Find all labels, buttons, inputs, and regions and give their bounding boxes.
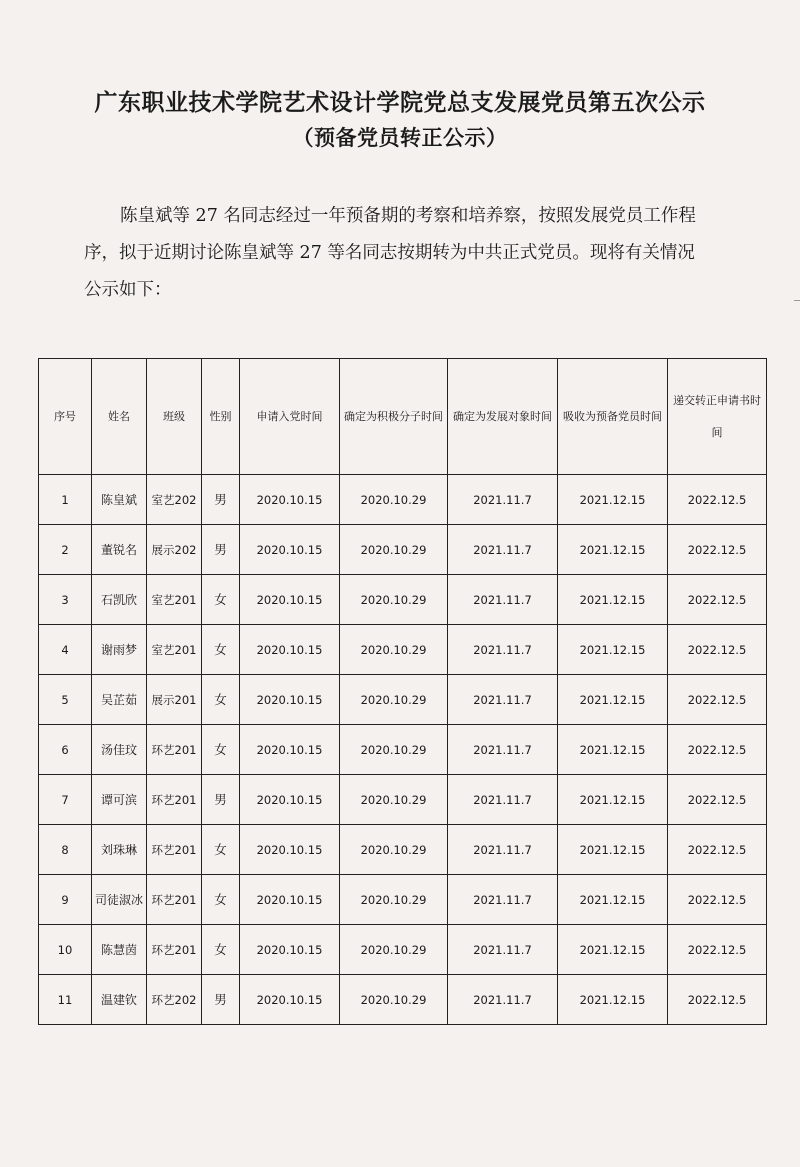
- cell-apply-date: 2020.10.15: [240, 525, 340, 575]
- intro-line-1: 陈皇斌等 27 名同志经过一年预备期的考察和培养察，按照发展党员工作程: [120, 206, 696, 226]
- cell-full-member-application-date: 2022.12.5: [668, 775, 767, 825]
- cell-class: 环艺201: [147, 875, 202, 925]
- cell-full-member-application-date: 2022.12.5: [668, 575, 767, 625]
- cell-full-member-application-date: 2022.12.5: [668, 625, 767, 675]
- cell-apply-date: 2020.10.15: [240, 825, 340, 875]
- cell-name: 刘珠琳: [92, 825, 147, 875]
- cell-gender: 女: [202, 575, 240, 625]
- party-member-table: [38, 358, 767, 1025]
- cell-activist-date: 2020.10.29: [340, 575, 448, 625]
- cell-index: 2: [39, 525, 92, 575]
- cell-activist-date: 2020.10.29: [340, 975, 448, 1025]
- cell-class: 室艺201: [147, 625, 202, 675]
- table-row: [39, 825, 767, 875]
- cell-activist-date: 2020.10.29: [340, 875, 448, 925]
- cell-class: 环艺201: [147, 775, 202, 825]
- header-gender: 性别: [202, 359, 240, 475]
- cell-index: 7: [39, 775, 92, 825]
- cell-activist-date: 2020.10.29: [340, 825, 448, 875]
- cell-apply-date: 2020.10.15: [240, 725, 340, 775]
- cell-name: 董锐名: [92, 525, 147, 575]
- cell-probationary-date: 2021.12.15: [558, 775, 668, 825]
- cell-class: 室艺201: [147, 575, 202, 625]
- header-activist-date: 确定为积极分子时间: [340, 359, 448, 475]
- cell-gender: 女: [202, 675, 240, 725]
- table-row: [39, 775, 767, 825]
- cell-candidate-date: 2021.11.7: [448, 575, 558, 625]
- cell-index: 8: [39, 825, 92, 875]
- cell-index: 9: [39, 875, 92, 925]
- cell-full-member-application-date: 2022.12.5: [668, 725, 767, 775]
- document-title: 广东职业技术学院艺术设计学院党总支发展党员第五次公示: [94, 89, 706, 116]
- cell-name: 谭可滨: [92, 775, 147, 825]
- cell-candidate-date: 2021.11.7: [448, 925, 558, 975]
- cell-index: 10: [39, 925, 92, 975]
- cell-index: 3: [39, 575, 92, 625]
- cell-candidate-date: 2021.11.7: [448, 775, 558, 825]
- cell-gender: 女: [202, 875, 240, 925]
- cell-candidate-date: 2021.11.7: [448, 525, 558, 575]
- table-row: [39, 575, 767, 625]
- cell-class: 环艺202: [147, 975, 202, 1025]
- cell-gender: 男: [202, 775, 240, 825]
- cell-full-member-application-date: 2022.12.5: [668, 875, 767, 925]
- cell-apply-date: 2020.10.15: [240, 675, 340, 725]
- header-probationary-date: 吸收为预备党员时间: [558, 359, 668, 475]
- cell-candidate-date: 2021.11.7: [448, 725, 558, 775]
- header-class: 班级: [147, 359, 202, 475]
- cell-candidate-date: 2021.11.7: [448, 825, 558, 875]
- cell-class: 环艺201: [147, 825, 202, 875]
- cell-full-member-application-date: 2022.12.5: [668, 925, 767, 975]
- cell-probationary-date: 2021.12.15: [558, 825, 668, 875]
- intro-line-3: 公示如下：: [84, 280, 172, 300]
- cell-gender: 女: [202, 825, 240, 875]
- cell-apply-date: 2020.10.15: [240, 925, 340, 975]
- cell-class: 展示202: [147, 525, 202, 575]
- table-row: [39, 925, 767, 975]
- cell-activist-date: 2020.10.29: [340, 725, 448, 775]
- cell-activist-date: 2020.10.29: [340, 925, 448, 975]
- cell-name: 谢雨梦: [92, 625, 147, 675]
- table-row: [39, 475, 767, 525]
- cell-gender: 男: [202, 525, 240, 575]
- scan-edge-mark: [794, 300, 800, 301]
- cell-name: 汤佳玟: [92, 725, 147, 775]
- cell-name: 司徒淑冰: [92, 875, 147, 925]
- table-header-row: [39, 359, 767, 475]
- table-row: [39, 675, 767, 725]
- header-full-member-application-date: 递交转正申请书时间: [668, 359, 767, 475]
- header-index: 序号: [39, 359, 92, 475]
- cell-full-member-application-date: 2022.12.5: [668, 825, 767, 875]
- cell-activist-date: 2020.10.29: [340, 775, 448, 825]
- cell-full-member-application-date: 2022.12.5: [668, 475, 767, 525]
- table-row: [39, 525, 767, 575]
- intro-paragraph: [84, 198, 764, 309]
- cell-class: 展示201: [147, 675, 202, 725]
- cell-name: 温建钦: [92, 975, 147, 1025]
- cell-activist-date: 2020.10.29: [340, 475, 448, 525]
- cell-apply-date: 2020.10.15: [240, 975, 340, 1025]
- table-body: [39, 475, 767, 1025]
- cell-probationary-date: 2021.12.15: [558, 725, 668, 775]
- cell-name: 石凯欣: [92, 575, 147, 625]
- intro-line-2: 序，拟于近期讨论陈皇斌等 27 等名同志按期转为中共正式党员。现将有关情况: [84, 243, 695, 263]
- document-subtitle: （预备党员转正公示）: [292, 125, 508, 150]
- cell-class: 室艺202: [147, 475, 202, 525]
- cell-probationary-date: 2021.12.15: [558, 475, 668, 525]
- cell-apply-date: 2020.10.15: [240, 625, 340, 675]
- cell-probationary-date: 2021.12.15: [558, 975, 668, 1025]
- cell-candidate-date: 2021.11.7: [448, 675, 558, 725]
- cell-probationary-date: 2021.12.15: [558, 575, 668, 625]
- cell-apply-date: 2020.10.15: [240, 475, 340, 525]
- table-row: [39, 725, 767, 775]
- table-row: [39, 975, 767, 1025]
- cell-candidate-date: 2021.11.7: [448, 475, 558, 525]
- cell-gender: 男: [202, 975, 240, 1025]
- cell-probationary-date: 2021.12.15: [558, 925, 668, 975]
- cell-full-member-application-date: 2022.12.5: [668, 975, 767, 1025]
- cell-probationary-date: 2021.12.15: [558, 525, 668, 575]
- cell-index: 5: [39, 675, 92, 725]
- cell-probationary-date: 2021.12.15: [558, 625, 668, 675]
- cell-class: 环艺201: [147, 725, 202, 775]
- table-row: [39, 625, 767, 675]
- header-name: 姓名: [92, 359, 147, 475]
- cell-index: 11: [39, 975, 92, 1025]
- table-row: [39, 875, 767, 925]
- cell-index: 4: [39, 625, 92, 675]
- cell-apply-date: 2020.10.15: [240, 775, 340, 825]
- cell-activist-date: 2020.10.29: [340, 525, 448, 575]
- cell-full-member-application-date: 2022.12.5: [668, 675, 767, 725]
- cell-apply-date: 2020.10.15: [240, 875, 340, 925]
- header-candidate-date: 确定为发展对象时间: [448, 359, 558, 475]
- cell-class: 环艺201: [147, 925, 202, 975]
- cell-activist-date: 2020.10.29: [340, 625, 448, 675]
- cell-gender: 男: [202, 475, 240, 525]
- cell-gender: 女: [202, 625, 240, 675]
- cell-name: 吴芷茹: [92, 675, 147, 725]
- cell-candidate-date: 2021.11.7: [448, 625, 558, 675]
- cell-full-member-application-date: 2022.12.5: [668, 525, 767, 575]
- cell-index: 6: [39, 725, 92, 775]
- header-apply-date: 申请入党时间: [240, 359, 340, 475]
- cell-apply-date: 2020.10.15: [240, 575, 340, 625]
- cell-activist-date: 2020.10.29: [340, 675, 448, 725]
- cell-probationary-date: 2021.12.15: [558, 675, 668, 725]
- cell-index: 1: [39, 475, 92, 525]
- cell-name: 陈皇斌: [92, 475, 147, 525]
- cell-gender: 女: [202, 925, 240, 975]
- cell-name: 陈慧茵: [92, 925, 147, 975]
- cell-probationary-date: 2021.12.15: [558, 875, 668, 925]
- cell-candidate-date: 2021.11.7: [448, 975, 558, 1025]
- cell-gender: 女: [202, 725, 240, 775]
- cell-candidate-date: 2021.11.7: [448, 875, 558, 925]
